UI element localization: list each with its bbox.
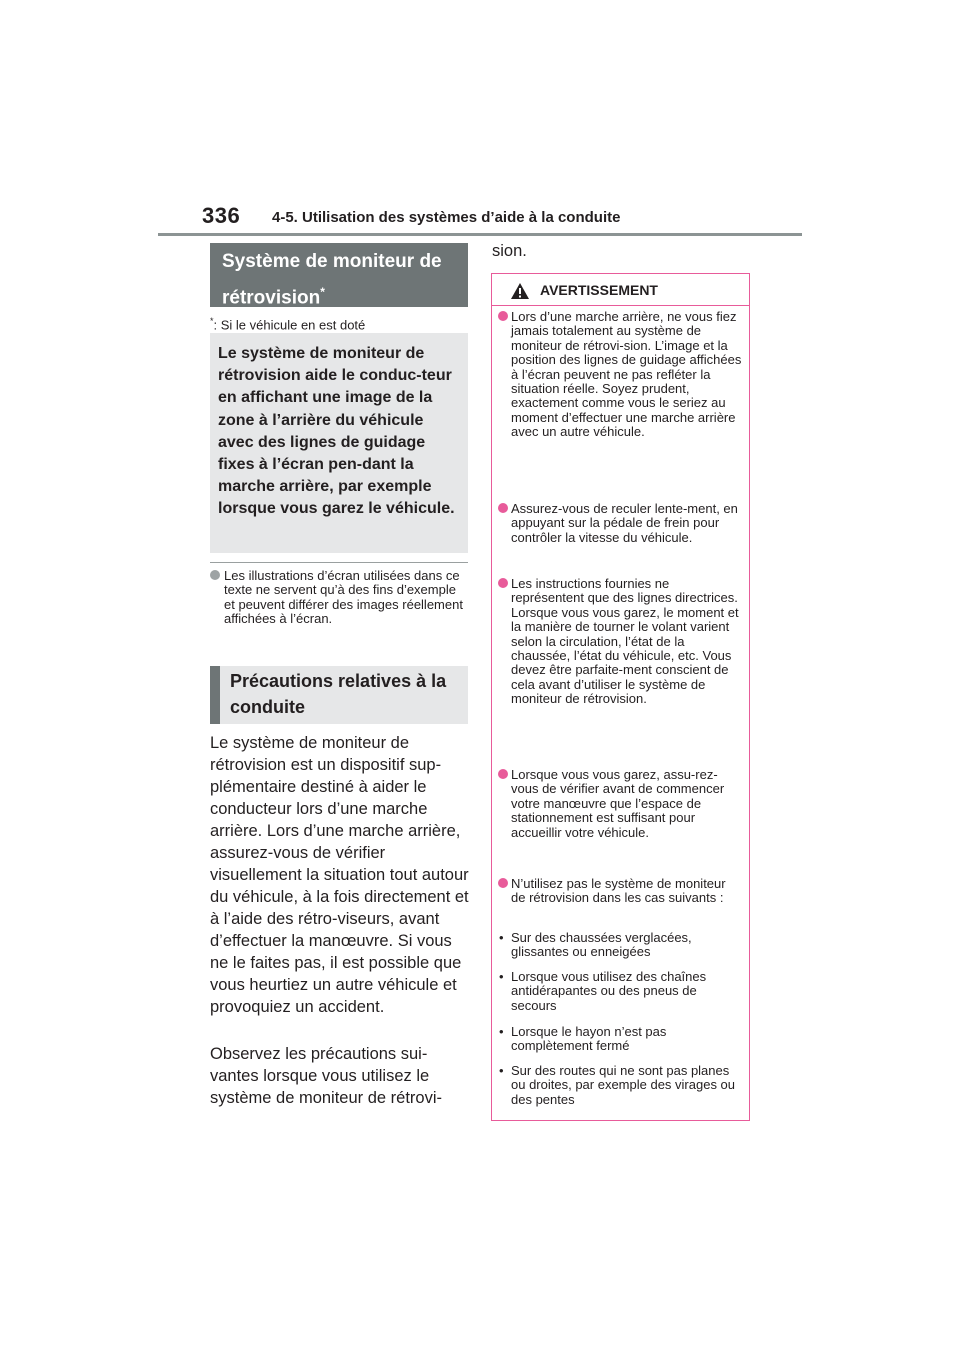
sub-item [498,1064,742,1107]
warning-bullet-dot [498,311,508,321]
section-title: 4-5. Utilisation des systèmes d’aide à la conduite [272,209,621,226]
warning-bullet-dot [498,503,508,513]
warning-box [491,273,750,1121]
warning-header [492,274,749,306]
sub-item [498,1025,742,1054]
sub-item-marker: • [499,1063,504,1078]
sub-item [498,931,742,960]
warning-item [498,877,742,906]
warning-item-text: N’utilisez pas le système de moniteur de rétrovision dans les cas suivants : [511,876,726,906]
footnote-text: : Si le véhicule en est doté [213,317,366,333]
footnote-star: * [210,316,214,326]
separator-rule [210,562,468,563]
header-rule [158,233,802,236]
warning-bullet-dot [498,878,508,888]
sub-item-text: Sur des chaussées verglacées, glissantes ou enneigées [511,930,692,960]
warning-item-text: Les instructions fournies ne représentent que des lignes directrices. Lorsque vous vous garez, le moment et la manière de tourner le volant varient selon la circulation, l’état de la chaussée, l’état du véhicule, etc. Vous devez être parfaite-ment conscient de cela avant d’utiliser le système de moniteur de rétrovision. [511,576,739,707]
paragraph-2: Observez les précautions sui-vantes lorsque vous utilisez le système de moniteur de rétrovi- [210,1045,443,1107]
sub-item-marker: • [499,930,504,945]
warning-bullet-dot [498,578,508,588]
sub-item-marker: • [499,969,504,984]
continued-text: sion. [492,242,527,260]
note-bullet [210,569,468,627]
title-box-monitor-system [210,243,468,307]
warning-item [498,310,742,440]
page-number: 336 [202,203,241,228]
title-star: * [320,285,325,299]
footnote [210,316,365,332]
sub-item [498,970,742,1013]
note-bullet-text: Les illustrations d’écran utilisées dans ce texte ne servent qu’à des fins d’exemple et peuvent différer des images réellement affichées à l’écran. [224,568,463,627]
warning-item-text: Assurez-vous de reculer lente-ment, en appuyant sur la pédale de frein pour contrôler la vitesse du véhicule. [511,501,738,545]
warning-bullet-dot [498,769,508,779]
sub-item-text: Lorsque vous utilisez des chaînes antidérapantes ou des pneus de secours [511,969,707,1013]
warning-label: AVERTISSEMENT [540,282,658,298]
warning-item-text: Lorsque vous vous garez, assu-rez-vous de vérifier avant de commencer votre manœuvre que l’espace de stationnement est suffisant pour accueillir votre véhicule. [511,767,725,840]
bullet-dot [210,570,220,580]
lead-box: Le système de moniteur de rétrovision aide le conduc-teur en affichant une image de la zone à l’arrière du véhicule avec des lignes de guidage fixes à l’écran pen-dant la marche arrière, par exemple lorsque vous garez le véhicule. [210,333,468,553]
warning-triangle-icon [510,282,530,300]
warning-item [498,577,742,707]
title-box-precautions [210,666,468,724]
title-box-monitor-system-text: Système de moniteur de rétrovision [222,251,442,309]
sub-item-text: Sur des routes qui ne sont pas planes ou droites, par exemple des virages ou des pentes [511,1063,736,1107]
sub-item-marker: • [499,1024,504,1039]
warning-item [498,502,742,545]
warning-item-text: Lors d’une marche arrière, ne vous fiez jamais totalement au système de moniteur de rétrovi-sion. L’image et la position des lignes de guidage affichées à l’écran peuvent ne pas refléter la situation réelle. Soyez prudent, exactement comme vous le seriez au moment d’effectuer une marche arrière avec un autre véhicule. [511,309,742,440]
warning-item [498,768,742,840]
sub-item-text: Lorsque le hayon n’est pas complètement fermé [511,1024,667,1054]
paragraph-1: Le système de moniteur de rétrovision est un dispositif sup-plémentaire destiné à aider le conducteur lors d’une marche arrière. Lors d’une marche arrière, assurez-vous de vérifier visuellement la situation tout autour du véhicule, à la fois directement et à l’aide des rétro-viseurs, avant d’effectuer la manœuvre. Si vous ne le faites pas, il est possible que vous heurtiez un autre véhicule et provoquiez un accident. [210,734,469,1016]
page-header [158,203,802,235]
title-box-precautions-text: Précautions relatives à la conduite [230,671,447,717]
